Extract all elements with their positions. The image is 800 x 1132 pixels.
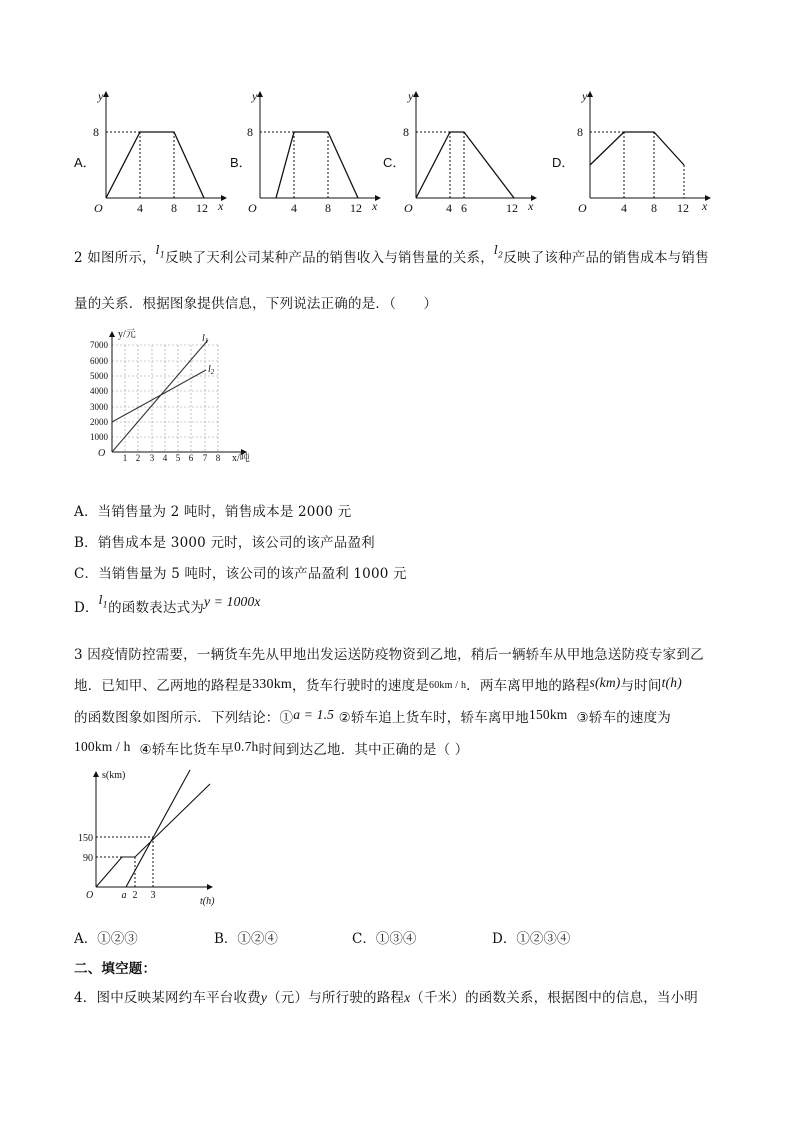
q3-line-2: 地．已知甲、乙两地的路程是330km，货车行驶时的速度是60km / h．两车离甲地的路程s(km)与时间t(h) xyxy=(74,675,682,694)
y-axis-label: y xyxy=(408,89,414,103)
xtick: 4 xyxy=(291,201,297,215)
x-axis-label: x xyxy=(702,199,708,213)
q2-choice-d[interactable]: D．$l_1$的函数表达式为y = 1000x xyxy=(74,593,261,616)
origin-label: O xyxy=(578,201,587,215)
q3-chart xyxy=(78,764,228,910)
xtick: 12 xyxy=(196,201,208,215)
ytick: 90 xyxy=(83,853,93,864)
origin-label: O xyxy=(86,890,94,901)
q2-line-2: 量的关系．根据图象提供信息，下列说法正确的是．（ ） xyxy=(74,296,438,312)
origin-label: O xyxy=(94,201,103,215)
option-b-graph xyxy=(244,88,384,216)
q2-line-1: 2 如图所示，$l_1$反映了天利公司某种产品的销售收入与销售量的关系，$l_2$反映了该种产品的销售成本与销售 xyxy=(74,243,709,266)
truck-line xyxy=(96,784,210,887)
y-axis-label: y xyxy=(98,89,104,103)
xtick: 5 xyxy=(175,453,181,462)
y-axis-label: y/元 xyxy=(118,329,136,340)
option-d-label[interactable]: D． xyxy=(552,155,575,170)
xtick: a xyxy=(121,890,127,901)
xtick: 7 xyxy=(202,453,208,462)
xtick: 4 xyxy=(446,201,452,215)
xtick: 1 xyxy=(122,453,128,462)
l2-symbol: $l_2$ xyxy=(493,243,504,260)
xtick: 2 xyxy=(132,890,138,901)
ytick-8: 8 xyxy=(577,125,583,139)
option-b-label[interactable]: B． xyxy=(230,155,252,170)
x-axis-label: t(h) xyxy=(200,896,215,907)
line-l2 xyxy=(112,370,206,422)
ytick-8: 8 xyxy=(247,125,253,139)
x-axis-label: x/吨 xyxy=(232,453,250,462)
xtick: 6 xyxy=(188,453,194,462)
ytick: 150 xyxy=(78,833,93,844)
ytick: 3000 xyxy=(90,402,108,412)
xtick: 4 xyxy=(621,201,627,215)
ytick: 2000 xyxy=(90,417,108,427)
y-axis-label: y xyxy=(252,89,258,103)
xtick: 8 xyxy=(651,201,657,215)
q2-choice-c[interactable]: C．当销售量为 5 吨时，该公司的该产品盈利 1000 元 xyxy=(74,566,407,582)
xtick: 8 xyxy=(215,453,221,462)
x-axis-label: x xyxy=(218,199,224,213)
xtick: 8 xyxy=(171,201,177,215)
q2-choice-b[interactable]: B．销售成本是 3000 元时，该公司的该产品盈利 xyxy=(74,535,375,551)
origin-label: O xyxy=(248,201,257,215)
ytick: 4000 xyxy=(90,386,108,396)
q4-line-1: 4．图中反映某网约车平台收费y（元）与所行驶的路程x（千米）的函数关系，根据图中的信息，当小明 xyxy=(74,990,698,1006)
origin-label: O xyxy=(98,448,106,459)
xtick: 8 xyxy=(325,201,331,215)
q3-choice-a[interactable]: A．①②③ xyxy=(74,931,138,947)
car-line xyxy=(126,770,190,887)
x-axis-label: x xyxy=(372,199,378,213)
option-a-graph xyxy=(90,88,230,216)
q3-line-1: 3 因疫情防控需要，一辆货车先从甲地出发运送防疫物资到乙地，稍后一辆轿车从甲地急送防疫专家到乙 xyxy=(74,647,704,663)
xtick: 3 xyxy=(149,453,155,462)
option-c-graph xyxy=(400,88,540,216)
section-heading: 二、填空题： xyxy=(74,961,157,977)
q3-line-4: 100km / h ④轿车比货车早0.7h时间到达乙地．其中正确的是（ ） xyxy=(74,739,469,758)
ytick: 7000 xyxy=(90,340,108,350)
q2-chart xyxy=(78,328,268,462)
ytick: 1000 xyxy=(90,432,108,442)
xtick: 2 xyxy=(135,453,141,462)
xtick: 4 xyxy=(137,201,143,215)
x-axis-label: x xyxy=(528,199,534,213)
l2-label: $l_2$ xyxy=(208,364,215,376)
d-formula: y = 1000x xyxy=(203,594,261,609)
l1-label: $l_1$ xyxy=(202,333,209,345)
q3-line-3: 的函数图象如图所示．下列结论：①a = 1.5 ②轿车追上货车时，轿车离甲地150km ③轿车的速度为 xyxy=(74,707,672,726)
y-axis-label: s(km) xyxy=(102,770,126,781)
ytick-8: 8 xyxy=(403,125,409,139)
q3-choice-c[interactable]: C．①③④ xyxy=(352,931,417,947)
xtick: 3 xyxy=(150,890,156,901)
y-axis-label: y xyxy=(582,89,588,103)
q3-choice-d[interactable]: D．①②③④ xyxy=(492,931,571,947)
xtick: 12 xyxy=(350,201,362,215)
option-c-label[interactable]: C． xyxy=(383,155,406,170)
xtick: 12 xyxy=(506,201,518,215)
q2-choice-a[interactable]: A．当销售量为 2 吨时，销售成本是 2000 元 xyxy=(74,504,352,520)
option-d-graph xyxy=(574,88,714,216)
xtick: 4 xyxy=(162,453,168,462)
xtick: 6 xyxy=(461,201,467,215)
ytick-8: 8 xyxy=(93,125,99,139)
origin-label: O xyxy=(404,201,413,215)
option-a-label[interactable]: A． xyxy=(74,155,96,170)
ytick: 5000 xyxy=(90,371,108,381)
l1-symbol: $l_1$ xyxy=(155,243,166,260)
ytick: 6000 xyxy=(90,356,108,366)
xtick: 12 xyxy=(677,201,689,215)
q3-choice-b[interactable]: B．①②④ xyxy=(214,931,278,947)
